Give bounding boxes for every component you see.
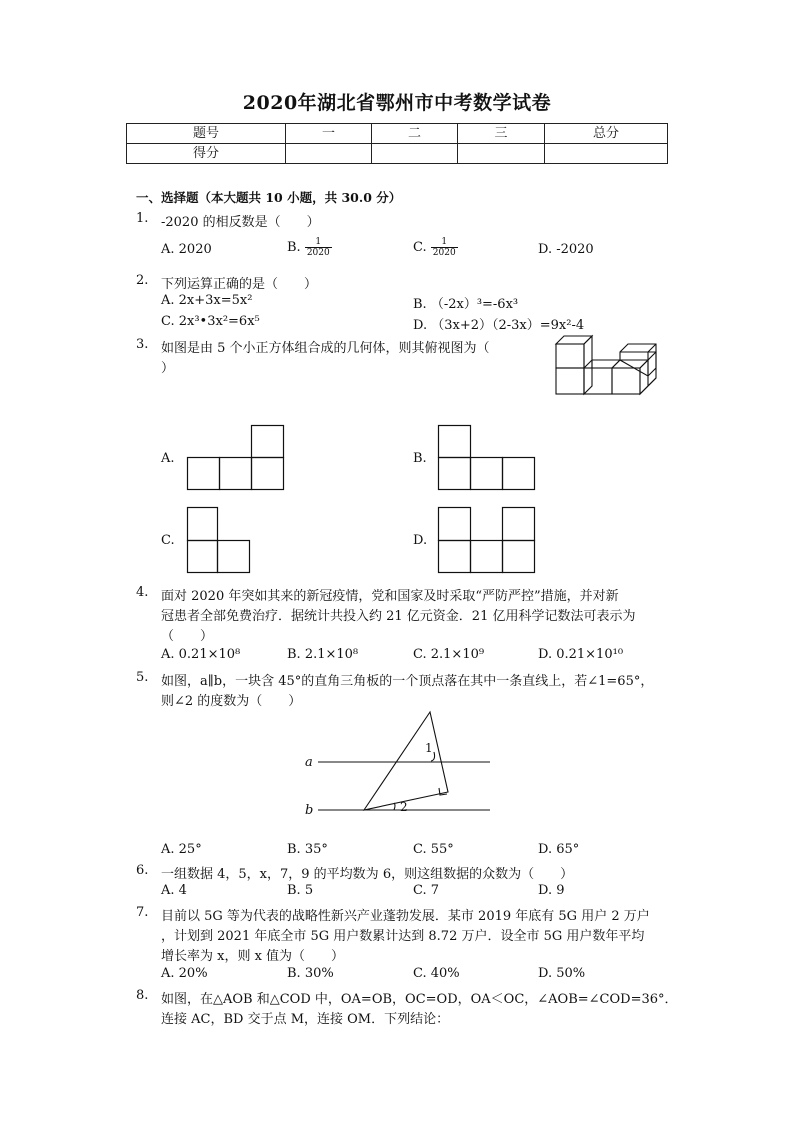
score-cell [372, 144, 458, 164]
option-label: B. [287, 240, 301, 255]
option-c: C. 2.1×10⁹ [413, 647, 485, 662]
option-d: D. 65° [538, 842, 580, 857]
option-c: C. [161, 533, 175, 548]
score-table-header: 二 [372, 124, 458, 144]
option-a: A. 4 [161, 883, 187, 898]
question-stem: 一组数据 4，5，x，7，9 的平均数为 6，则这组数据的众数为（ ） [161, 867, 574, 882]
option-d: D. 0.21×10¹⁰ [538, 647, 624, 662]
option-b: B. 5 [287, 883, 314, 898]
option-c: C. 7 [413, 883, 440, 898]
question-stem: 冠患者全部免费治疗．据统计共投入约 21 亿元资金．21 亿用科学记数法可表示为 [161, 609, 636, 624]
option-d: D. -2020 [538, 242, 594, 257]
score-table-header: 总分 [545, 124, 668, 144]
question-stem: 下列运算正确的是（ ） [161, 277, 318, 292]
option-b: B. 30% [287, 966, 334, 981]
option-a: A. 0.21×10⁸ [161, 647, 241, 662]
question-number: 8. [136, 988, 149, 1003]
question-stem: 增长率为 x，则 x 值为（ ） [161, 949, 345, 964]
question-number: 6. [136, 863, 149, 878]
question-number: 3. [136, 337, 149, 352]
option-b: B. （-2x）³=-6x³ [413, 297, 519, 312]
line-b-label: b [305, 803, 314, 818]
question-stem: 面对 2020 年突如其来的新冠疫情，党和国家及时采取“严防严控”措施，并对新 [161, 589, 619, 604]
angle-1-label: 1 [425, 741, 433, 755]
score-table-header: 一 [286, 124, 372, 144]
option-d: D. 9 [538, 883, 565, 898]
score-table-row [127, 144, 668, 164]
score-cell [286, 144, 372, 164]
line-a-label: a [305, 755, 313, 770]
cube-solid-figure [552, 332, 662, 398]
option-a-figure [187, 424, 284, 492]
fraction [305, 237, 332, 258]
option-a: A. 2020 [161, 242, 212, 257]
fraction-numerator: 1 [431, 237, 458, 248]
score-cell [545, 144, 668, 164]
score-table-header: 三 [458, 124, 545, 144]
score-row-label: 得分 [127, 144, 286, 164]
option-a: A. 2x+3x=5x² [161, 293, 253, 308]
option-d: D. [413, 533, 428, 548]
fraction-denominator: 2020 [306, 248, 330, 258]
option-c-figure [187, 507, 252, 575]
score-table [126, 123, 668, 164]
score-table-header: 题号 [127, 124, 286, 144]
option-c: C. 40% [413, 966, 460, 981]
question-stem: 连接 AC，BD 交于点 M，连接 OM．下列结论： [161, 1012, 450, 1027]
question-stem: ） [161, 361, 175, 376]
option-b: B. 35° [287, 842, 328, 857]
option-d: D. 50% [538, 966, 586, 981]
question-number: 1. [136, 211, 149, 226]
option-b [287, 237, 332, 258]
option-d: D. （3x+2）（2-3x）=9x²-4 [413, 318, 585, 333]
fraction-numerator: 1 [305, 237, 332, 248]
option-d-figure [438, 507, 535, 575]
question-stem: 如图是由 5 个小正方体组合成的几何体，则其俯视图为（ [161, 341, 490, 356]
option-label: C. [413, 240, 427, 255]
question-number: 7. [136, 905, 149, 920]
section-heading: 一、选择题（本大题共 10 小题，共 30.0 分） [136, 190, 402, 205]
option-c [413, 237, 458, 258]
fraction [431, 237, 458, 258]
question-stem: ，计划到 2021 年底全市 5G 用户数累计达到 8.72 万户．设全市 5G 用户数年平均 [161, 929, 645, 944]
option-b: B. [413, 451, 427, 466]
question-number: 5. [136, 670, 149, 685]
score-table-header-row [127, 124, 668, 144]
question-stem: 如图，在△AOB 和△COD 中，OA=OB，OC=OD，OA＜OC，∠AOB=∠COD=36°． [161, 992, 678, 1007]
score-cell [458, 144, 545, 164]
question-stem: 则∠2 的度数为（ ） [161, 694, 302, 709]
page-title: 2020年湖北省鄂州市中考数学试卷 [242, 92, 552, 114]
question-stem: （ ） [161, 629, 214, 644]
question-stem: -2020 的相反数是（ ） [161, 215, 320, 230]
option-c: C. 55° [413, 842, 454, 857]
fraction-denominator: 2020 [432, 248, 456, 258]
question-stem: 如图，a∥b，一块含 45°的直角三角板的一个顶点落在其中一条直线上，若∠1=65°， [161, 674, 654, 689]
question-number: 2. [136, 273, 149, 288]
parallel-lines-triangle-figure [300, 708, 500, 823]
option-c: C. 2x³•3x²=6x⁵ [161, 314, 260, 329]
option-a: A. 25° [161, 842, 202, 857]
option-a: A. 20% [161, 966, 208, 981]
option-b: B. 2.1×10⁸ [287, 647, 359, 662]
option-a: A. [161, 451, 175, 466]
option-b-figure [438, 424, 535, 492]
question-number: 4. [136, 585, 149, 600]
angle-2-label: 2 [400, 800, 408, 814]
question-stem: 目前以 5G 等为代表的战略性新兴产业蓬勃发展．某市 2019 年底有 5G 用户 2 万户 [161, 909, 650, 924]
